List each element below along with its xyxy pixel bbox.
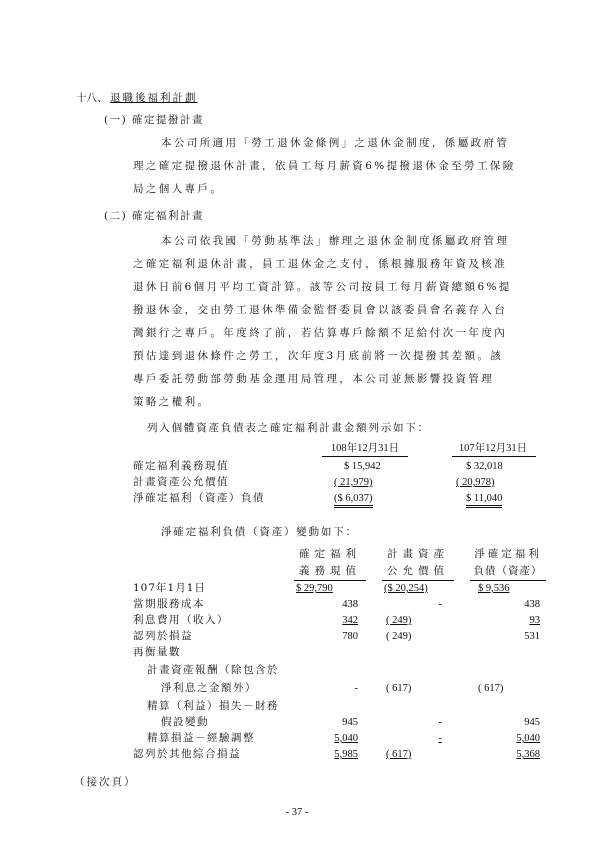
table2-row-value: -: [354, 683, 358, 694]
table2-row-value: -: [438, 733, 442, 744]
table2-row-value: 945: [524, 717, 540, 728]
table2-row-value: 5,985: [334, 749, 358, 760]
table1-col1-header: 108年12月31日: [330, 443, 400, 454]
table2-row-value: 5,368: [516, 749, 540, 760]
table2-row-value: 342: [342, 615, 358, 626]
table1-row-label: 淨確定福利（資產）負債: [133, 492, 265, 504]
table2-row-value: ( 617): [386, 683, 412, 694]
db-plan-line-8: 策略之權利。: [133, 396, 211, 408]
table1-row-value: ($ 6,037): [334, 492, 373, 508]
table2-row-label: 107年1月1日: [133, 582, 206, 594]
table2-row-label: 再衡量數: [133, 646, 181, 658]
table1-col2-header: 107年12月31日: [458, 443, 528, 454]
db-plan-line-5: 灣銀行之專戶。年度終了前，若估算專戶餘額不足給付次一年度內: [133, 327, 508, 339]
db-plan-line-6: 預估達到退休條件之勞工，次年度3月底前將一次提撥其差額。該: [133, 350, 504, 362]
table2-row-value: 438: [524, 599, 540, 610]
table2-col3-rule: [470, 580, 546, 581]
table2-col3-header-line2: 負債（資產）: [473, 565, 543, 577]
page-number: - 37 -: [285, 807, 309, 818]
dc-plan-heading: (一) 確定提撥計畫: [104, 114, 205, 126]
table2-col2-rule: [382, 580, 454, 581]
table2-row-value: ($ 20,254): [384, 583, 428, 594]
table2-intro: 淨確定福利負債（資產）變動如下：: [161, 526, 358, 538]
table1-row-label: 計畫資產公允價值: [133, 476, 229, 488]
table2-row-value: ( 617): [386, 749, 412, 760]
table1-col1-rule: [322, 456, 408, 457]
table2-row-label: 計畫資產報酬（除包含於: [147, 664, 279, 676]
table1-row-value: $ 32,018: [466, 461, 503, 472]
table2-row-value: $ 29,790: [296, 583, 333, 594]
table2-row-label: 假設變動: [161, 716, 209, 728]
db-plan-line-3: 退休日前6個月平均工資計算。該等公司按員工每月薪資總額6%提: [133, 281, 512, 293]
table2-row-label: 精算損益－經驗調整: [147, 732, 255, 744]
section-title: 退職後福利計劃: [110, 92, 198, 104]
db-plan-line-2: 之確定福利退休計畫，員工退休金之支付，係根據服務年資及核准: [133, 258, 508, 270]
table1-row-value: ( 20,978): [456, 477, 495, 488]
table2-col1-header-line2: 義務現值: [299, 565, 361, 577]
table2-row-value: -: [438, 717, 442, 728]
table2-col2-header-line2: 公允價值: [387, 565, 449, 577]
table2-row-label: 利息費用（收入）: [133, 614, 229, 626]
dc-plan-line-2: 理之確定提撥退休計畫，依員工每月薪資6%提撥退休金至勞工保險: [133, 160, 516, 172]
table1-row-label: 確定福利義務現值: [133, 460, 229, 472]
table1-col2-rule: [452, 456, 536, 457]
table2-row-label: 當期服務成本: [133, 598, 205, 610]
table1-row-value: $ 15,942: [344, 461, 381, 472]
table2-row-value: $ 9,536: [478, 583, 510, 594]
table2-row-value: ( 249): [386, 631, 412, 642]
table1-intro: 列入個體資產負債表之確定福利計畫金額列示如下：: [147, 422, 430, 434]
continued-note: （接次頁）: [74, 776, 137, 788]
table2-row-label: 認列於損益: [133, 630, 193, 642]
section-number: 十八、: [76, 92, 108, 104]
table2-row-value: 5,040: [516, 733, 540, 744]
table2-row-value: 5,040: [334, 733, 358, 744]
dc-plan-line-3: 局之個人專戶。: [133, 183, 224, 195]
dc-plan-line-1: 本公司所適用「勞工退休金條例」之退休金制度，係屬政府管: [161, 137, 510, 149]
table2-row-value: ( 249): [386, 615, 412, 626]
table2-row-label: 認列於其他綜合損益: [133, 748, 241, 760]
db-plan-heading: (二) 確定福利計畫: [104, 210, 205, 222]
db-plan-line-7: 專戶委託勞動部勞動基金運用局管理，本公司並無影響投資管理: [133, 373, 495, 385]
table2-col1-rule: [294, 580, 366, 581]
table2-col3-header-line1: 淨確定福利: [474, 548, 542, 560]
table2-row-value: 93: [529, 615, 540, 626]
table2-row-value: 531: [524, 631, 540, 642]
table2-row-label: 精算（利益）損失－財務: [147, 700, 279, 712]
db-plan-line-1: 本公司依我國「勞動基準法」辦理之退休金制度係屬政府管理: [161, 235, 510, 247]
table2-row-value: 780: [342, 631, 358, 642]
table2-row-value: -: [438, 599, 442, 610]
table2-row-label: 淨利息之金額外）: [161, 682, 257, 694]
table2-row-value: 945: [342, 717, 358, 728]
db-plan-line-4: 撥退休金，交由勞工退休準備金監督委員會以該委員會名義存入台: [133, 304, 508, 316]
table2-col1-header-line1: 確定福利: [299, 548, 361, 560]
table1-row-value: ( 21,979): [334, 477, 373, 488]
table2-col2-header-line1: 計畫資產: [387, 548, 449, 560]
table2-row-value: 438: [342, 599, 358, 610]
table1-row-value: $ 11,040: [466, 492, 502, 508]
table2-row-value: ( 617): [478, 683, 504, 694]
